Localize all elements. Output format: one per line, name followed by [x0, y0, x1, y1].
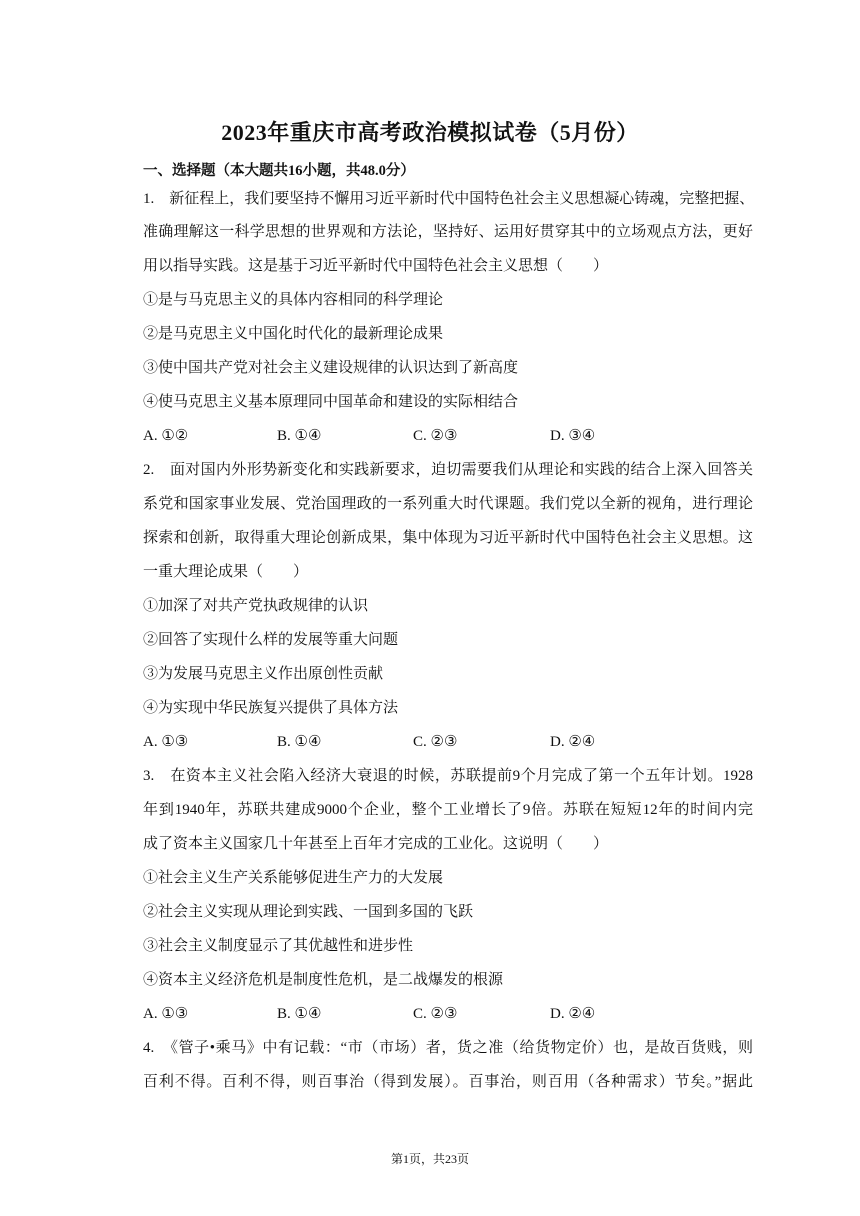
- question-3-line-1: 3. 在资本主义社会陷入经济大衰退的时候，苏联提前9个月完成了第一个五年计划。1928: [143, 768, 753, 784]
- question-3-line-2: 年到1940年，苏联共建成9000个企业，整个工业增长了9倍。苏联在短短12年的时间内完: [143, 802, 753, 818]
- question-1-option-c: C. ②③: [413, 428, 458, 444]
- question-2-option-b: B. ①④: [277, 734, 322, 750]
- question-4-line-2: 百利不得。百利不得，则百事治（得到发展）。百事治，则百用（各种需求）节矣。”据此: [143, 1074, 753, 1090]
- question-3-statement-2: ②社会主义实现从理论到实践、一国到多国的飞跃: [143, 904, 474, 920]
- question-3-statement-4: ④资本主义经济危机是制度性危机，是二战爆发的根源: [143, 972, 504, 988]
- question-1-statement-3: ③使中国共产党对社会主义建设规律的认识达到了新高度: [143, 360, 519, 376]
- question-1-statement-2: ②是马克思主义中国化时代化的最新理论成果: [143, 326, 444, 342]
- question-3-statement-3: ③社会主义制度显示了其优越性和进步性: [143, 938, 414, 954]
- question-3-option-c: C. ②③: [413, 1006, 458, 1022]
- question-1-line-2: 准确理解这一科学思想的世界观和方法论，坚持好、运用好贯穿其中的立场观点方法，更好: [143, 224, 753, 240]
- question-3-line-3: 成了资本主义国家几十年甚至上百年才完成的工业化。这说明（ ）: [143, 836, 609, 852]
- question-1-option-b: B. ①④: [277, 428, 322, 444]
- question-1-option-a: A. ①②: [143, 428, 189, 444]
- question-2-statement-1: ①加深了对共产党执政规律的认识: [143, 598, 369, 614]
- question-2-line-4: 一重大理论成果（ ）: [143, 564, 309, 580]
- question-1-statement-1: ①是与马克思主义的具体内容相同的科学理论: [143, 292, 444, 308]
- question-1-line-1: 1. 新征程上，我们要坚持不懈用习近平新时代中国特色社会主义思想凝心铸魂，完整把握、: [143, 191, 755, 207]
- question-2-option-d: D. ②④: [550, 734, 596, 750]
- question-1-line-3: 用以指导实践。这是基于习近平新时代中国特色社会主义思想（ ）: [143, 258, 609, 274]
- question-2-line-3: 探索和创新，取得重大理论创新成果，集中体现为习近平新时代中国特色社会主义思想。这: [143, 530, 753, 546]
- question-3-option-a: A. ①③: [143, 1006, 189, 1022]
- question-2-option-c: C. ②③: [413, 734, 458, 750]
- question-2-statement-4: ④为实现中华民族复兴提供了具体方法: [143, 700, 399, 716]
- question-2-statement-2: ②回答了实现什么样的发展等重大问题: [143, 632, 399, 648]
- question-1-statement-4: ④使马克思主义基本原理同中国革命和建设的实际相结合: [143, 394, 519, 410]
- section-header: 一、选择题（本大题共16小题，共48.0分）: [143, 163, 415, 179]
- question-1-option-d: D. ③④: [550, 428, 596, 444]
- page-footer: 第1页，共23页: [390, 1152, 469, 1166]
- question-2-statement-3: ③为发展马克思主义作出原创性贡献: [143, 666, 384, 682]
- question-4-line-1: 4. 《管子•乘马》中有记载：“市（市场）者，货之准（给货物定价）也，是故百货贱，则: [143, 1040, 753, 1056]
- question-3-statement-1: ①社会主义生产关系能够促进生产力的大发展: [143, 870, 444, 886]
- question-2-option-a: A. ①③: [143, 734, 189, 750]
- question-3-option-d: D. ②④: [550, 1006, 596, 1022]
- question-2-line-1: 2. 面对国内外形势新变化和实践新要求，迫切需要我们从理论和实践的结合上深入回答关: [143, 462, 753, 478]
- question-3-option-b: B. ①④: [277, 1006, 322, 1022]
- page-title: 2023年重庆市高考政治模拟试卷（5月份）: [221, 120, 639, 145]
- question-2-line-2: 系党和国家事业发展、党治国理政的一系列重大时代课题。我们党以全新的视角，进行理论: [143, 496, 753, 512]
